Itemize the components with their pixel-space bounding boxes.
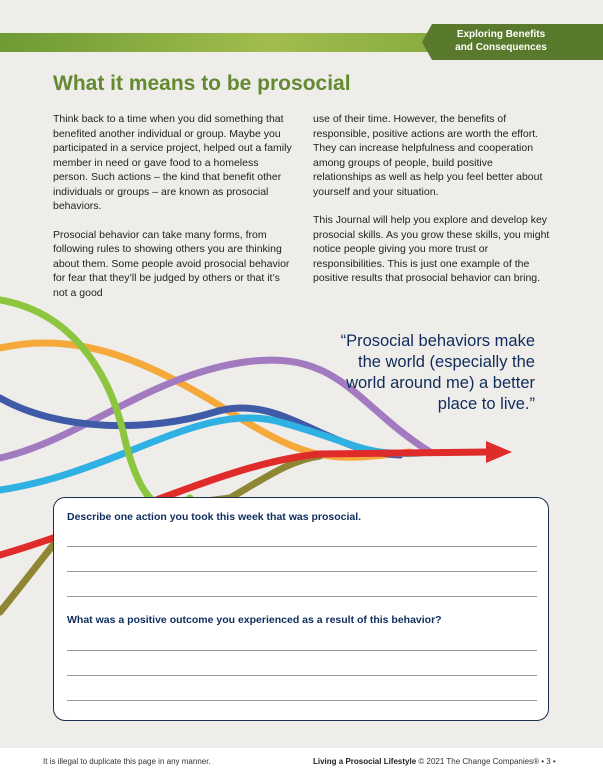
writing-line[interactable] bbox=[67, 675, 537, 676]
journal-box bbox=[53, 497, 549, 721]
wave-lime bbox=[0, 300, 190, 507]
pull-quote bbox=[330, 331, 535, 415]
body-paragraph: This Journal will help you explore and develop key prosocial skills. As you grow these skills, you might notice people giving you more trust or responsibilities. This is just one example of the positive results that prosocial behavior can bring. bbox=[313, 214, 550, 284]
writing-line[interactable] bbox=[67, 596, 537, 597]
body-paragraph: use of their time. However, the benefits of responsible, positive actions are worth the effort. They can increase helpfulness and cooperation among groups of people, build positive relationships as well as help you feel better about yourself and your situation. bbox=[313, 113, 543, 198]
pull-quote-line-4: place to live.” bbox=[437, 395, 535, 413]
body-paragraph: Prosocial behavior can take many forms, from following rules to showing others you are thinking about them. Some people avoid prosocial behavior for fear that they’ll be judged by others or that it’s not a good bbox=[53, 228, 290, 299]
pull-quote-line-3: world around me) a better bbox=[346, 374, 535, 392]
footer-credits bbox=[313, 757, 556, 766]
journal-question-2: What was a positive outcome you experienced as a result of this behavior? bbox=[67, 614, 442, 626]
section-tab-line-1: Exploring Benefits bbox=[456, 29, 546, 40]
footer-page-number: • 3 • bbox=[541, 757, 556, 766]
page-title: What it means to be prosocial bbox=[53, 72, 351, 95]
footer-copyright-notice: It is illegal to duplicate this page in any manner. bbox=[43, 757, 211, 766]
pull-quote-line-1: “Prosocial behaviors make bbox=[340, 332, 535, 350]
arrow-head-icon bbox=[486, 441, 512, 463]
footer-copyright: © 2021 The Change Companies® bbox=[418, 757, 539, 766]
footer-book-title: Living a Prosocial Lifestyle bbox=[313, 757, 417, 766]
writing-line[interactable] bbox=[67, 546, 537, 547]
pull-quote-line-2: the world (especially the bbox=[357, 353, 535, 371]
writing-line[interactable] bbox=[67, 571, 537, 572]
writing-line[interactable] bbox=[67, 650, 537, 651]
body-paragraph: Think back to a time when you did something that benefited another individual or group. Maybe you participated in a service project, helped out a family member in need or gave food to a homeless person. Such actions – the kind that benefit other individuals or groups – are known as prosocial behaviors. bbox=[53, 113, 292, 212]
writing-line[interactable] bbox=[67, 700, 537, 701]
section-tab-line-2: and Consequences bbox=[455, 42, 547, 53]
journal-question-1: Describe one action you took this week that was prosocial. bbox=[67, 511, 362, 523]
